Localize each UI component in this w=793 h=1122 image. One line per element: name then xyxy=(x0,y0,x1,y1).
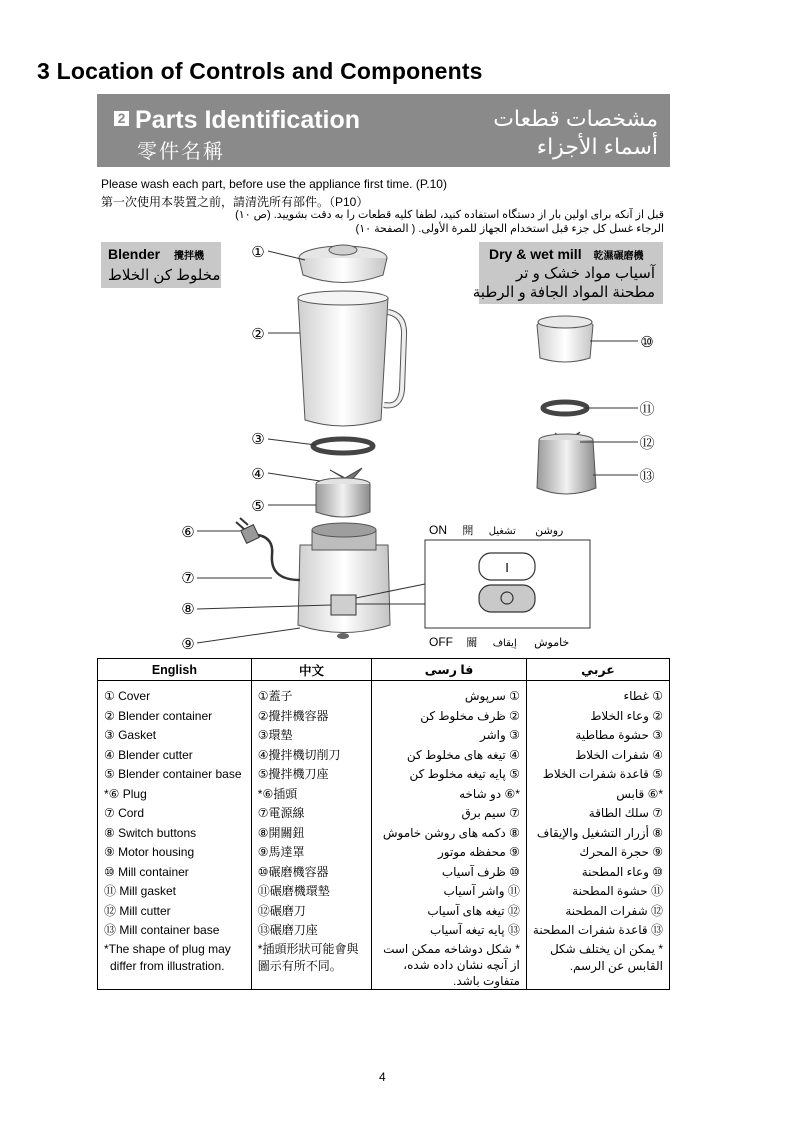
callout-11: ⑪ xyxy=(639,400,655,418)
list-item: ⑪ واشر آسیاب xyxy=(443,884,520,898)
mill-label-ar: مطحنة المواد الجافة و الرطبة xyxy=(472,284,655,301)
callout-12: ⑫ xyxy=(639,434,655,452)
list-item: ⑧開關鈕 xyxy=(257,825,305,840)
list-item: ② وعاء الخلاط xyxy=(590,708,663,723)
list-item: ① سرپوش xyxy=(464,689,520,703)
list-item: *The shape of plug may xyxy=(104,941,231,956)
section-number-badge: 2 xyxy=(114,111,129,126)
list-item: differ from illustration. xyxy=(110,958,225,973)
list-item: ④ Blender cutter xyxy=(104,747,193,762)
list-item: ③ Gasket xyxy=(104,728,157,742)
list-item: ④ شفرات الخلاط xyxy=(575,747,663,762)
list-item: *⑥ Plug xyxy=(104,786,147,801)
list-item: ④ تیغه های مخلوط کن xyxy=(406,747,520,762)
header-chinese: 中文 xyxy=(251,659,371,681)
list-item: ⑨ محفظه موتور xyxy=(437,845,520,859)
farsi-column xyxy=(372,681,527,990)
list-item: ⑦電源線 xyxy=(257,806,305,820)
cover-illustration xyxy=(299,245,387,283)
arabic-column xyxy=(526,681,669,990)
list-item: ⑧ Switch buttons xyxy=(104,825,197,840)
list-item: از آنچه نشان داده شده، xyxy=(403,957,520,972)
list-item: ① Cover xyxy=(104,689,151,703)
list-item: *插頭形狀可能會與 xyxy=(257,941,359,956)
list-item: ② ظرف مخلوط کن xyxy=(420,708,520,723)
switch-off-label: OFF 關 خاموش إيقاف xyxy=(429,635,570,649)
cord-and-plug-illustration xyxy=(236,518,300,580)
list-item: 圖示有所不同。 xyxy=(257,958,342,973)
list-item: ② Blender container xyxy=(104,708,213,723)
list-item: * يمكن ان يختلف شكل xyxy=(549,941,663,956)
list-item: ③環墊 xyxy=(257,728,293,742)
page-number: 4 xyxy=(379,1070,386,1084)
list-item: ⑨ حجرة المحرك xyxy=(579,845,663,859)
list-item: ①蓋子 xyxy=(257,689,293,703)
banner-title-fa: مشخصات قطعات xyxy=(493,106,658,131)
banner-title-ar: أسماء الأجزاء xyxy=(536,134,658,159)
mill-label-en: Dry & wet mill 乾濕碾磨機 xyxy=(489,246,644,262)
list-item: متفاوت باشد. xyxy=(452,973,520,988)
list-item: ⑩ ظرف آسیاب xyxy=(441,864,520,879)
list-item: ⑪碾磨機環墊 xyxy=(257,884,330,898)
list-item: ⑨ Motor housing xyxy=(104,845,195,859)
wash-note-zh: 第一次使用本裝置之前，請清洗所有部件。（P10） xyxy=(101,195,369,209)
list-item: *⑥ دو شاخه xyxy=(459,786,520,801)
list-item: ⑦ سیم برق xyxy=(461,806,520,820)
mill-container-illustration xyxy=(537,316,593,362)
list-item: ⑤攪拌機刀座 xyxy=(257,767,329,781)
callout-8: ⑧ xyxy=(181,600,195,618)
on-symbol: I xyxy=(505,560,509,575)
chinese-column xyxy=(251,681,371,990)
blender-label-en: Blender 攪拌機 xyxy=(108,246,205,262)
header-arabic: عربي xyxy=(526,659,669,681)
list-item: ⑫碾磨刀 xyxy=(257,903,306,918)
banner-title-en: Parts Identification xyxy=(135,106,361,134)
list-item: ⑫ Mill cutter xyxy=(104,903,171,918)
list-item: ③ حشوة مطاطية xyxy=(575,728,663,742)
list-item: ⑬ قاعدة شفرات المطحنة xyxy=(532,923,663,937)
banner-title-zh: 零件名稱 xyxy=(137,141,225,163)
list-item: ⑧ أزرار التشغيل والإيقاف xyxy=(536,825,663,840)
list-item: ④攪拌機切削刀 xyxy=(257,747,341,762)
list-item: *⑥ قابس xyxy=(616,786,663,801)
list-item: ⑬ پایه تیغه آسیاب xyxy=(429,923,520,937)
motor-housing-illustration xyxy=(298,523,390,639)
callout-3: ③ xyxy=(251,430,265,448)
list-item: ⑩碾磨機容器 xyxy=(257,864,329,879)
wash-note-ar: الرجاء غسل كل جزء قبل استخدام الجهاز للمرة الأولى. ( الصفحة ١٠) xyxy=(355,223,664,235)
switch-panel-illustration xyxy=(356,540,590,628)
list-item: *⑥插頭 xyxy=(257,786,298,801)
list-item: ⑫ شفرات المطحنة xyxy=(565,903,663,918)
list-item: ⑦ Cord xyxy=(104,806,145,820)
mill-gasket-illustration xyxy=(543,402,587,414)
list-item: * شکل دوشاخه ممکن است xyxy=(383,941,520,956)
list-item: ③ واشر xyxy=(479,728,520,742)
list-item: ① غطاء xyxy=(623,689,663,703)
section-title: 3 Location of Controls and Components xyxy=(37,58,483,84)
switch-on-label: ON 開 روشن تشغيل xyxy=(429,523,564,537)
list-item: ⑩ Mill container xyxy=(104,864,189,879)
callout-4: ④ xyxy=(251,465,265,483)
callout-6: ⑥ xyxy=(181,523,195,541)
callout-13: ⑬ xyxy=(639,467,655,485)
wash-note-en: Please wash each part, before use the appliance first time. (P.10) xyxy=(101,177,447,191)
list-item: ⑨馬達罩 xyxy=(257,845,305,859)
list-item: ⑪ Mill gasket xyxy=(104,884,177,898)
list-item: ⑪ حشوة المطحنة xyxy=(572,884,663,898)
list-item: ⑫ تیغه های آسیاب xyxy=(427,903,520,918)
mill-cutter-illustration xyxy=(537,432,596,494)
mill-label-fa: آسیاب مواد خشک و تر xyxy=(515,265,655,282)
header-english: English xyxy=(98,659,252,681)
list-item: ⑧ دکمه های روشن خاموش xyxy=(382,825,520,840)
wash-note-fa: قبل از آنکه برای اولین بار از دستگاه استفاده کنید، لطفا کلیه قطعات را به دقت بشویید. (ص ١٠) xyxy=(235,209,664,221)
list-item: ②攪拌機容器 xyxy=(257,708,329,723)
list-item: ⑬碾磨刀座 xyxy=(257,923,318,937)
callout-1: ① xyxy=(251,243,265,261)
list-item: ⑦ سلك الطاقة xyxy=(588,806,663,820)
header-farsi: فا رسی xyxy=(372,659,527,681)
callout-2: ② xyxy=(251,325,265,343)
list-item: ⑤ Blender container base xyxy=(104,767,242,781)
callout-10: ⑩ xyxy=(640,333,654,351)
list-item: ⑩ وعاء المطحنة xyxy=(581,864,663,879)
parts-table xyxy=(97,658,670,990)
blender-container-illustration xyxy=(298,291,404,426)
callout-7: ⑦ xyxy=(181,569,195,587)
callout-5: ⑤ xyxy=(251,497,265,515)
callout-9: ⑨ xyxy=(181,635,195,653)
list-item: ⑤ پایه تیغه مخلوط کن xyxy=(409,767,520,781)
blender-label-ar: مخلوط کن الخلاط xyxy=(108,267,221,284)
list-item: ⑬ Mill container base xyxy=(104,923,220,937)
english-column xyxy=(98,681,252,990)
blender-cutter-illustration xyxy=(316,468,370,517)
gasket-illustration xyxy=(313,439,373,453)
list-item: القابس عن الرسم. xyxy=(569,958,663,973)
list-item: ⑤ قاعدة شفرات الخلاط xyxy=(542,767,663,781)
